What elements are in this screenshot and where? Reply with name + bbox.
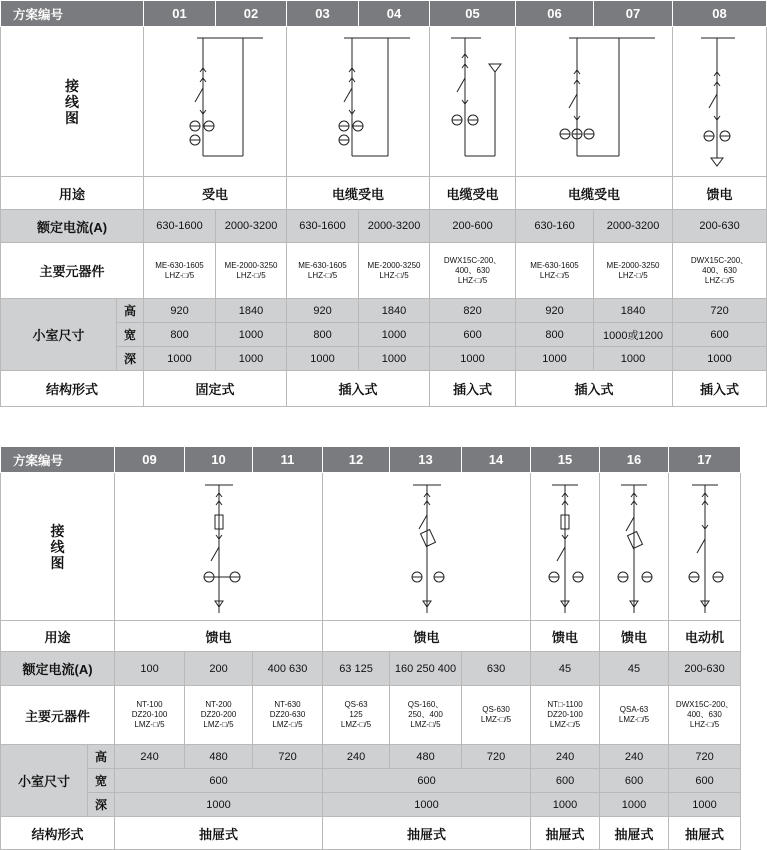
main-components-row bbox=[1, 243, 767, 299]
scheme-number: 09 bbox=[115, 447, 185, 473]
rated-current-value: 160 250 400 bbox=[390, 652, 462, 686]
wiring-diagram-03-04 bbox=[287, 27, 430, 177]
wiring-diagram-08 bbox=[673, 27, 767, 177]
rated-current-label: 额定电流(A) bbox=[1, 652, 115, 686]
room-depth-row bbox=[1, 793, 741, 817]
rated-current-value: 200-630 bbox=[669, 652, 741, 686]
usage-value: 受电 bbox=[144, 177, 287, 210]
height-value: 480 bbox=[390, 745, 462, 769]
height-value: 240 bbox=[323, 745, 390, 769]
structure-value: 抽屉式 bbox=[669, 817, 741, 850]
usage-value: 馈电 bbox=[323, 621, 531, 652]
height-value: 820 bbox=[430, 299, 516, 323]
scheme-number-label: 方案编号 bbox=[1, 447, 115, 473]
usage-value: 电缆受电 bbox=[430, 177, 516, 210]
main-components-label: 主要元器件 bbox=[1, 243, 144, 299]
scheme-number-row bbox=[1, 1, 767, 27]
rated-current-value: 2000-3200 bbox=[359, 210, 430, 243]
width-value: 600 bbox=[430, 323, 516, 347]
structure-value: 抽屉式 bbox=[115, 817, 323, 850]
depth-value: 1000 bbox=[669, 793, 741, 817]
scheme-number: 02 bbox=[216, 1, 287, 27]
height-value: 720 bbox=[673, 299, 767, 323]
usage-value: 电缆受电 bbox=[516, 177, 673, 210]
depth-value: 1000 bbox=[287, 347, 359, 371]
width-label: 宽 bbox=[88, 769, 115, 793]
room-width-row bbox=[1, 769, 741, 793]
scheme-number: 08 bbox=[673, 1, 767, 27]
main-components-row bbox=[1, 686, 741, 745]
width-value: 800 bbox=[516, 323, 594, 347]
wiring-diagram-01-02 bbox=[144, 27, 287, 177]
height-value: 920 bbox=[287, 299, 359, 323]
usage-value: 馈电 bbox=[600, 621, 669, 652]
structure-value: 插入式 bbox=[430, 371, 516, 407]
wiring-diagram-05 bbox=[430, 27, 516, 177]
rated-current-value: 63 125 bbox=[323, 652, 390, 686]
rated-current-value: 200 bbox=[185, 652, 253, 686]
width-value: 600 bbox=[531, 769, 600, 793]
component-list: NT-200 DZ20-200 LMZ-□/5 bbox=[185, 686, 253, 745]
rated-current-label: 额定电流(A) bbox=[1, 210, 144, 243]
room-height-row bbox=[1, 299, 767, 323]
wiring-diagram-17 bbox=[669, 473, 741, 621]
rated-current-value: 100 bbox=[115, 652, 185, 686]
height-value: 720 bbox=[253, 745, 323, 769]
depth-value: 1000 bbox=[323, 793, 531, 817]
rated-current-row bbox=[1, 652, 741, 686]
height-value: 1840 bbox=[216, 299, 287, 323]
scheme-number: 03 bbox=[287, 1, 359, 27]
depth-value: 1000 bbox=[144, 347, 216, 371]
rated-current-value: 630 bbox=[462, 652, 531, 686]
depth-value: 1000 bbox=[531, 793, 600, 817]
component-list: ME-2000-3250 LHZ-□/5 bbox=[216, 243, 287, 299]
room-height-row bbox=[1, 745, 741, 769]
depth-value: 1000 bbox=[600, 793, 669, 817]
component-list: DWX15C-200、 400、630 LHZ-□/5 bbox=[430, 243, 516, 299]
usage-label: 用途 bbox=[1, 177, 144, 210]
scheme-table-2 bbox=[0, 446, 741, 850]
main-components-label: 主要元器件 bbox=[1, 686, 115, 745]
rated-current-value: 630-1600 bbox=[144, 210, 216, 243]
scheme-number: 13 bbox=[390, 447, 462, 473]
height-value: 720 bbox=[669, 745, 741, 769]
height-value: 1840 bbox=[359, 299, 430, 323]
depth-value: 1000 bbox=[216, 347, 287, 371]
usage-value: 馈电 bbox=[531, 621, 600, 652]
wiring-diagram-15 bbox=[531, 473, 600, 621]
scheme-number-row bbox=[1, 447, 741, 473]
depth-value: 1000 bbox=[115, 793, 323, 817]
structure-value: 插入式 bbox=[673, 371, 767, 407]
structure-value: 插入式 bbox=[287, 371, 430, 407]
rated-current-value: 200-630 bbox=[673, 210, 767, 243]
height-label: 高 bbox=[88, 745, 115, 769]
component-list: ME-630-1605 LHZ-□/5 bbox=[144, 243, 216, 299]
usage-value: 馈电 bbox=[115, 621, 323, 652]
height-value: 240 bbox=[531, 745, 600, 769]
component-list: QS-160、 250、400 LMZ-□/5 bbox=[390, 686, 462, 745]
structure-label: 结构形式 bbox=[1, 371, 144, 407]
wiring-diagram-row bbox=[1, 27, 767, 177]
scheme-number: 10 bbox=[185, 447, 253, 473]
rated-current-value: 630-160 bbox=[516, 210, 594, 243]
height-value: 920 bbox=[144, 299, 216, 323]
component-list: ME-630-1605 LHZ-□/5 bbox=[287, 243, 359, 299]
rated-current-value: 630-1600 bbox=[287, 210, 359, 243]
rated-current-row bbox=[1, 210, 767, 243]
depth-label: 深 bbox=[88, 793, 115, 817]
usage-value: 电动机 bbox=[669, 621, 741, 652]
component-list: NT-630 DZ20-630 LMZ-□/5 bbox=[253, 686, 323, 745]
width-value: 1000或1200 bbox=[594, 323, 673, 347]
scheme-number: 15 bbox=[531, 447, 600, 473]
wiring-diagram-label: 接 线 图 bbox=[1, 473, 115, 621]
width-value: 800 bbox=[287, 323, 359, 347]
height-value: 240 bbox=[600, 745, 669, 769]
depth-value: 1000 bbox=[359, 347, 430, 371]
structure-row bbox=[1, 817, 741, 850]
structure-value: 抽屉式 bbox=[531, 817, 600, 850]
scheme-number-label: 方案编号 bbox=[1, 1, 144, 27]
depth-value: 1000 bbox=[430, 347, 516, 371]
usage-row bbox=[1, 621, 741, 652]
width-value: 1000 bbox=[359, 323, 430, 347]
depth-value: 1000 bbox=[673, 347, 767, 371]
scheme-number: 12 bbox=[323, 447, 390, 473]
wiring-diagram-row bbox=[1, 473, 741, 621]
usage-value: 电缆受电 bbox=[287, 177, 430, 210]
room-size-label: 小室尺寸 bbox=[1, 299, 117, 371]
rated-current-value: 200-600 bbox=[430, 210, 516, 243]
width-value: 600 bbox=[115, 769, 323, 793]
structure-label: 结构形式 bbox=[1, 817, 115, 850]
structure-value: 插入式 bbox=[516, 371, 673, 407]
room-size-label: 小室尺寸 bbox=[1, 745, 88, 817]
width-value: 600 bbox=[600, 769, 669, 793]
width-value: 1000 bbox=[216, 323, 287, 347]
structure-value: 抽屉式 bbox=[323, 817, 531, 850]
usage-value: 馈电 bbox=[673, 177, 767, 210]
scheme-number: 04 bbox=[359, 1, 430, 27]
rated-current-value: 400 630 bbox=[253, 652, 323, 686]
scheme-number: 01 bbox=[144, 1, 216, 27]
rated-current-value: 2000-3200 bbox=[216, 210, 287, 243]
rated-current-value: 45 bbox=[531, 652, 600, 686]
wiring-diagram-06-07 bbox=[516, 27, 673, 177]
height-value: 920 bbox=[516, 299, 594, 323]
component-list: DWX15C-200、 400、630 LHZ-□/5 bbox=[669, 686, 741, 745]
component-list: ME-2000-3250 LHZ-□/5 bbox=[594, 243, 673, 299]
structure-row bbox=[1, 371, 767, 407]
wiring-diagram-09-11 bbox=[115, 473, 323, 621]
width-value: 600 bbox=[669, 769, 741, 793]
component-list: QSA-63 LMZ-□/5 bbox=[600, 686, 669, 745]
height-value: 1840 bbox=[594, 299, 673, 323]
usage-label: 用途 bbox=[1, 621, 115, 652]
height-value: 720 bbox=[462, 745, 531, 769]
width-label: 宽 bbox=[117, 323, 144, 347]
component-list: NT□-1100 DZ20-100 LMZ-□/5 bbox=[531, 686, 600, 745]
rated-current-value: 45 bbox=[600, 652, 669, 686]
scheme-number: 14 bbox=[462, 447, 531, 473]
structure-value: 抽屉式 bbox=[600, 817, 669, 850]
height-label: 高 bbox=[117, 299, 144, 323]
scheme-number: 16 bbox=[600, 447, 669, 473]
rated-current-value: 2000-3200 bbox=[594, 210, 673, 243]
component-list: QS-63 125 LMZ-□/5 bbox=[323, 686, 390, 745]
scheme-number: 07 bbox=[594, 1, 673, 27]
scheme-number: 17 bbox=[669, 447, 741, 473]
structure-value: 固定式 bbox=[144, 371, 287, 407]
width-value: 600 bbox=[673, 323, 767, 347]
scheme-number: 05 bbox=[430, 1, 516, 27]
height-value: 240 bbox=[115, 745, 185, 769]
component-list: ME-2000-3250 LHZ-□/5 bbox=[359, 243, 430, 299]
usage-row bbox=[1, 177, 767, 210]
wiring-diagram-16 bbox=[600, 473, 669, 621]
component-list: ME-630-1605 LHZ-□/5 bbox=[516, 243, 594, 299]
component-list: NT-100 DZ20-100 LMZ-□/5 bbox=[115, 686, 185, 745]
scheme-table-1 bbox=[0, 0, 767, 407]
height-value: 480 bbox=[185, 745, 253, 769]
component-list: QS-630 LMZ-□/5 bbox=[462, 686, 531, 745]
wiring-diagram-12-14 bbox=[323, 473, 531, 621]
scheme-number: 06 bbox=[516, 1, 594, 27]
component-list: DWX15C-200、 400、630 LHZ-□/5 bbox=[673, 243, 767, 299]
depth-label: 深 bbox=[117, 347, 144, 371]
width-value: 800 bbox=[144, 323, 216, 347]
wiring-diagram-label: 接 线 图 bbox=[1, 27, 144, 177]
width-value: 600 bbox=[323, 769, 531, 793]
scheme-number: 11 bbox=[253, 447, 323, 473]
depth-value: 1000 bbox=[516, 347, 594, 371]
depth-value: 1000 bbox=[594, 347, 673, 371]
